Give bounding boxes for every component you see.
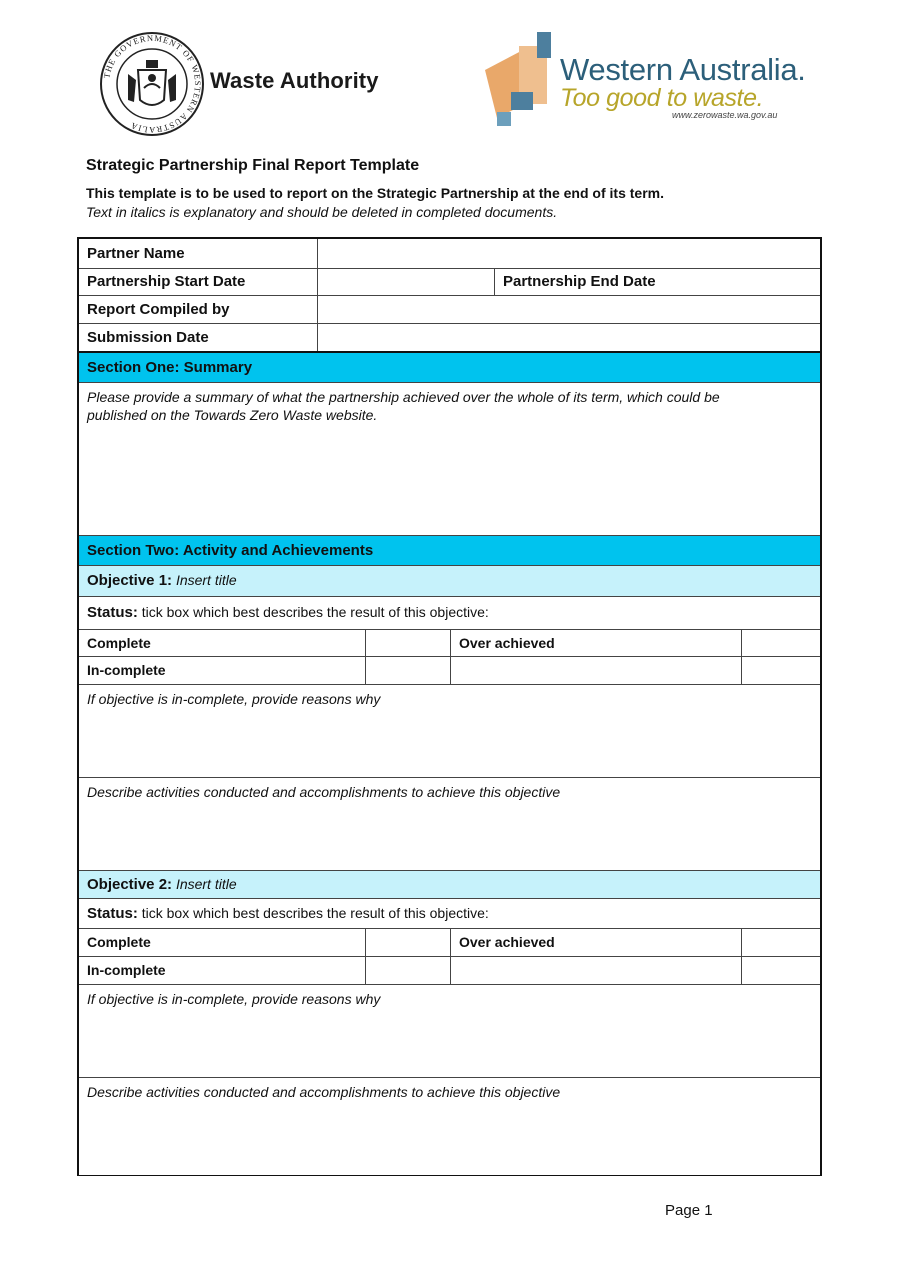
objective-2-label: Objective 2: [87, 876, 173, 893]
objective-2-incomplete-row [79, 957, 820, 985]
objective-2-over-achieved-label: Over achieved [459, 934, 555, 950]
objective-1-status-hint: tick box which best describes the result of this objective: [141, 604, 489, 620]
compiled-by-label: Report Compiled by [87, 301, 230, 318]
objective-2-header [79, 871, 820, 899]
objective-2-incomplete-blank-2 [741, 957, 820, 984]
section-one-body[interactable] [79, 383, 820, 536]
objective-2-over-achieved-cell [450, 929, 741, 956]
objective-1-incomplete-label: In-complete [87, 662, 166, 678]
objective-2-incomplete-blank [450, 957, 741, 984]
objective-1-complete-label: Complete [87, 635, 151, 651]
objective-1-status-row [79, 597, 820, 630]
objective-2-complete-checkbox[interactable] [365, 929, 450, 956]
compiled-by-field[interactable] [317, 296, 820, 323]
objective-1-title-hint[interactable]: Insert title [175, 572, 237, 588]
partner-name-label: Partner Name [87, 245, 185, 262]
objective-1-over-achieved-cell [450, 630, 741, 656]
objective-2-activities-prompt: Describe activities conducted and accomplishments to achieve this objective [87, 1084, 561, 1100]
submission-date-label: Submission Date [87, 329, 209, 346]
objective-2-reasons-field[interactable] [79, 985, 820, 1078]
objective-1-activities-prompt: Describe activities conducted and accomplishments to achieve this objective [87, 784, 561, 800]
objective-1-incomplete-checkbox[interactable] [365, 657, 450, 684]
objective-1-incomplete-blank [450, 657, 741, 684]
section-two-header [79, 536, 820, 566]
partner-name-field[interactable] [317, 239, 820, 268]
brand-tagline: Too good to waste. [560, 84, 764, 112]
objective-1-header [79, 566, 820, 597]
objective-2-title-hint[interactable]: Insert title [175, 876, 237, 892]
objective-1-incomplete-blank-2 [741, 657, 820, 684]
end-date-cell [494, 269, 820, 295]
dates-row [79, 269, 820, 296]
objective-1-label: Objective 1: [87, 572, 173, 589]
objective-2-complete-row [79, 929, 820, 957]
section-one-header [79, 353, 820, 383]
objective-1-complete-checkbox[interactable] [365, 630, 450, 656]
objective-1-reasons-field[interactable] [79, 685, 820, 778]
start-date-field[interactable] [317, 269, 494, 295]
brand-url: www.zerowaste.wa.gov.au [672, 110, 778, 120]
document-title: Strategic Partnership Final Report Template [86, 157, 420, 174]
document-instruction: This template is to be used to report on the Strategic Partnership at the end of its term. [86, 185, 664, 201]
submission-date-row [79, 324, 820, 353]
brand-name: Western Australia. [560, 52, 806, 87]
section-two-title: Section Two: Activity and Achievements [87, 542, 374, 559]
objective-2-status-hint: tick box which best describes the result of this objective: [141, 905, 489, 921]
objective-1-activities-field[interactable] [79, 778, 820, 871]
end-date-label: Partnership End Date [503, 273, 656, 290]
objective-2-activities-field[interactable] [79, 1078, 820, 1176]
report-form [77, 237, 822, 1176]
partner-name-row [79, 239, 820, 269]
authority-name: Waste Authority [210, 68, 379, 93]
compiled-by-row [79, 296, 820, 324]
start-date-label: Partnership Start Date [87, 273, 246, 290]
objective-2-incomplete-checkbox[interactable] [365, 957, 450, 984]
objective-1-over-achieved-checkbox[interactable] [741, 630, 820, 656]
objective-2-complete-label: Complete [87, 934, 151, 950]
objective-2-over-achieved-checkbox[interactable] [741, 929, 820, 956]
government-seal-icon [98, 30, 206, 138]
objective-1-over-achieved-label: Over achieved [459, 635, 555, 651]
objective-2-reasons-prompt: If objective is in-complete, provide reasons why [87, 991, 381, 1007]
objective-1-status-label: Status: [87, 604, 138, 621]
western-australia-logo-icon [477, 30, 567, 135]
submission-date-field[interactable] [317, 324, 820, 351]
page-number: Page 1 [665, 1202, 713, 1219]
section-one-title: Section One: Summary [87, 359, 253, 376]
objective-2-status-label: Status: [87, 905, 138, 922]
objective-2-status-row [79, 899, 820, 929]
objective-1-reasons-prompt: If objective is in-complete, provide reasons why [87, 691, 381, 707]
document-note: Text in italics is explanatory and should be deleted in completed documents. [86, 204, 558, 220]
objective-2-incomplete-label: In-complete [87, 962, 166, 978]
section-one-prompt: Please provide a summary of what the partnership achieved over the whole of its term, which could be published on the Towards Zero Waste website. [87, 389, 720, 423]
seal-text: THE GOVERNMENT OF WESTERN AUSTRALIA [101, 32, 204, 136]
objective-1-incomplete-row [79, 657, 820, 685]
objective-1-complete-row [79, 630, 820, 657]
